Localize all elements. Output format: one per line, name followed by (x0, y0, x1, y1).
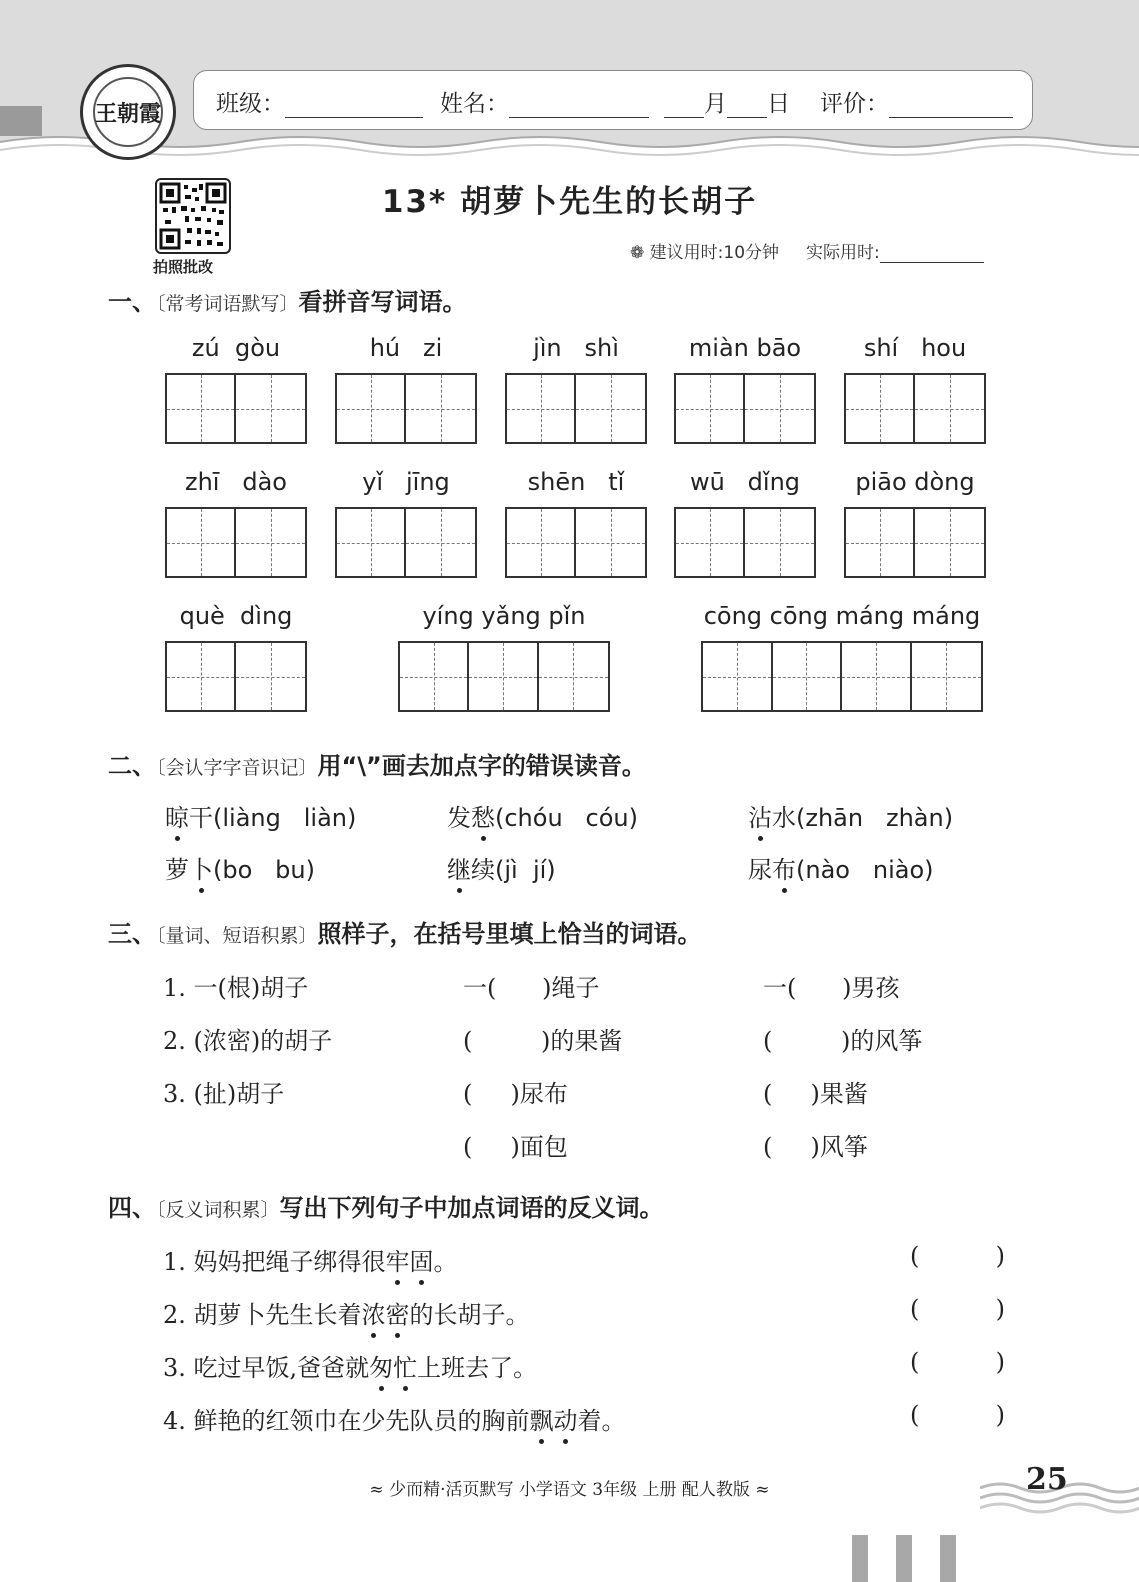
section2-number: 二、 (108, 752, 156, 780)
dotted-char: 动 (554, 1401, 578, 1436)
fill-in-item[interactable]: ( )果酱 (763, 1080, 868, 1108)
pinyin-options[interactable]: (zhān zhàn) (796, 804, 954, 832)
pronunciation-item (165, 798, 356, 833)
dotted-char: 匆 (369, 1348, 393, 1383)
writing-cell[interactable] (400, 643, 469, 710)
dotted-char: 固 (410, 1242, 434, 1277)
dotted-char: 卜 (189, 850, 213, 885)
class-label: 班级： (216, 91, 285, 117)
dotted-word (369, 1354, 417, 1382)
dotted-word (362, 1301, 410, 1329)
page-number: 25 (1026, 1462, 1068, 1497)
pronunciation-item (447, 850, 556, 885)
section1-number: 一、 (108, 288, 156, 316)
suggested-time: 建议用时:10分钟 (649, 243, 780, 263)
pinyin-label: zhī dào (185, 468, 287, 496)
section4-instruction: 写出下列句子中加点词语的反义词。 (279, 1194, 664, 1222)
sentence-text: 。 (433, 1248, 458, 1276)
section3-tag: 〔量词、短语积累〕 (156, 925, 318, 947)
dotted-char: 密 (386, 1295, 410, 1330)
writing-grid[interactable] (505, 373, 647, 444)
writing-grid[interactable] (398, 641, 610, 712)
writing-cell[interactable] (167, 643, 236, 710)
fill-in-item: 1. 一(根)胡子 (163, 974, 309, 1002)
sentence-text: 2. 胡萝卜先生长着 (163, 1301, 362, 1329)
section1-heading (108, 282, 467, 317)
writing-cell[interactable] (576, 509, 645, 576)
pronunciation-item (165, 850, 315, 885)
writing-cell[interactable] (846, 375, 915, 442)
writing-cell[interactable] (842, 643, 912, 710)
pinyin-options[interactable]: (chóu cóu) (495, 804, 639, 832)
pronunciation-item (748, 798, 953, 833)
antonym-sentence (163, 1242, 458, 1277)
month-label: 月 (704, 91, 727, 117)
item-char: 续 (471, 856, 495, 884)
dotted-char: 布 (772, 850, 796, 885)
writing-cell[interactable] (773, 643, 843, 710)
section1-instruction: 看拼音写词语。 (298, 288, 467, 316)
writing-cell[interactable] (507, 509, 576, 576)
fill-in-item[interactable]: ( )面包 (463, 1133, 568, 1161)
name-label: 姓名： (440, 91, 509, 117)
sentence-text: 着。 (577, 1407, 626, 1435)
section3-number: 三、 (108, 920, 156, 948)
writing-cell[interactable] (507, 375, 576, 442)
actual-time-blank[interactable] (880, 244, 984, 263)
dotted-char: 浓 (362, 1295, 386, 1330)
writing-grid[interactable] (165, 641, 307, 712)
sentence-text: 4. 鲜艳的红领巾在少先队员的胸前 (163, 1407, 530, 1435)
fill-in-item[interactable]: 一( )男孩 (763, 974, 900, 1002)
fill-in-item: 2. (浓密)的胡子 (163, 1027, 333, 1055)
writing-cell[interactable] (915, 509, 984, 576)
dotted-char: 继 (447, 850, 471, 885)
writing-cell[interactable] (676, 375, 745, 442)
header-wave-decoration (0, 128, 1139, 168)
item-char: 尿 (748, 856, 772, 884)
dotted-char: 飘 (530, 1401, 554, 1436)
pinyin-label: wū dǐng (689, 468, 801, 496)
pinyin-options[interactable]: (jì jí) (495, 856, 556, 884)
writing-cell[interactable] (745, 375, 814, 442)
section4-heading (108, 1188, 664, 1223)
section3-heading (108, 914, 702, 949)
name-field[interactable] (440, 85, 649, 118)
writing-grid[interactable] (335, 373, 477, 444)
writing-cell[interactable] (846, 509, 915, 576)
writing-grid[interactable] (335, 507, 477, 578)
writing-cell[interactable] (915, 375, 984, 442)
qr-label: 拍照批改 (153, 258, 214, 276)
dotted-char: 晾 (165, 798, 189, 833)
antonym-sentence (163, 1348, 537, 1383)
pinyin-options[interactable]: (liàng liàn) (213, 804, 357, 832)
answer-bracket[interactable]: ( ) (910, 1401, 1006, 1429)
writing-cell[interactable] (236, 509, 305, 576)
pinyin-options[interactable]: (bo bu) (213, 856, 315, 884)
dotted-word (386, 1248, 434, 1276)
section2-tag: 〔会认字字音识记〕 (156, 757, 318, 779)
dotted-char: 牢 (386, 1242, 410, 1277)
page-title: 13* 胡萝卜先生的长胡子 (381, 184, 758, 220)
writing-cell[interactable] (676, 509, 745, 576)
writing-cell[interactable] (236, 643, 305, 710)
writing-cell[interactable] (337, 375, 406, 442)
sentence-text: 上班去了。 (417, 1354, 538, 1382)
dotted-char: 沾 (748, 798, 772, 833)
clock-icon: ❁ (630, 243, 645, 263)
writing-cell[interactable] (337, 509, 406, 576)
day-label: 日 (767, 91, 790, 117)
section2-instruction: 用“\”画去加点字的错误读音。 (317, 752, 646, 780)
pinyin-options[interactable]: (nào niào) (796, 856, 934, 884)
item-char: 水 (772, 804, 796, 832)
writing-cell[interactable] (912, 643, 981, 710)
answer-bracket[interactable]: ( ) (910, 1348, 1006, 1376)
edge-bar (852, 1535, 868, 1582)
answer-bracket[interactable]: ( ) (910, 1295, 1006, 1323)
writing-cell[interactable] (539, 643, 608, 710)
pinyin-label: shí hou (863, 334, 967, 362)
section1-tag: 〔常考词语默写〕 (156, 293, 299, 315)
fill-in-item[interactable]: 一( )绳子 (463, 974, 600, 1002)
pinyin-label: shēn tǐ (527, 468, 625, 496)
item-char: 干 (189, 804, 213, 832)
antonym-sentence (163, 1295, 530, 1330)
writing-cell[interactable] (236, 375, 305, 442)
dotted-char: 愁 (471, 798, 495, 833)
writing-cell[interactable] (745, 509, 814, 576)
actual-time-label: 实际用时: (806, 243, 880, 263)
eval-label: 评价： (820, 91, 889, 117)
fill-in-item[interactable]: ( )风筝 (763, 1133, 868, 1161)
section4-number: 四、 (108, 1194, 156, 1222)
pinyin-label: yíng yǎng pǐn (422, 602, 586, 630)
item-char: 发 (447, 804, 471, 832)
writing-cell[interactable] (167, 375, 236, 442)
pinyin-label: què dìng (179, 602, 293, 630)
footer-text: ≈ 少而精·活页默写 小学语文 3年级 上册 配人教版 ≈ (369, 1480, 770, 1500)
sentence-text: 的长胡子。 (409, 1301, 530, 1329)
writing-cell[interactable] (469, 643, 538, 710)
logo-text: 王朝霞 (95, 100, 162, 127)
pinyin-label: piāo dòng (855, 468, 975, 496)
pinyin-label: jìn shì (533, 334, 619, 362)
writing-grid[interactable] (674, 507, 816, 578)
pinyin-label: hú zi (369, 334, 443, 362)
writing-grid[interactable] (165, 507, 307, 578)
writing-grid[interactable] (844, 373, 986, 444)
fill-in-item[interactable]: ( )尿布 (463, 1080, 568, 1108)
sentence-text: 3. 吃过早饭,爸爸就 (163, 1354, 370, 1382)
writing-grid[interactable] (844, 507, 986, 578)
dotted-char: 忙 (393, 1348, 417, 1383)
edge-bar (940, 1535, 956, 1582)
section3-instruction: 照样子，在括号里填上恰当的词语。 (317, 920, 702, 948)
student-info-box (193, 70, 1033, 130)
pinyin-label: cōng cōng máng máng (703, 602, 981, 630)
section4-tag: 〔反义词积累〕 (156, 1199, 280, 1221)
writing-cell[interactable] (406, 375, 475, 442)
date-field[interactable] (664, 85, 790, 118)
writing-cell[interactable] (703, 643, 773, 710)
fill-in-item: 3. (扯)胡子 (163, 1080, 285, 1108)
writing-cell[interactable] (576, 375, 645, 442)
publisher-logo (80, 64, 176, 160)
answer-bracket[interactable]: ( ) (910, 1242, 1006, 1270)
antonym-sentence (163, 1401, 626, 1436)
writing-grid[interactable] (701, 641, 983, 712)
section2-heading (108, 746, 646, 781)
writing-cell[interactable] (406, 509, 475, 576)
writing-grid[interactable] (674, 373, 816, 444)
page-tab-marker (0, 106, 42, 136)
writing-cell[interactable] (167, 509, 236, 576)
class-field[interactable] (216, 85, 423, 118)
item-char: 萝 (165, 856, 189, 884)
sentence-text: 1. 妈妈把绳子绑得很 (163, 1248, 386, 1276)
pinyin-label: zú gòu (191, 334, 281, 362)
evaluation-field[interactable] (820, 85, 1013, 118)
pinyin-label: yǐ jīng (362, 468, 450, 496)
pronunciation-item (748, 850, 933, 885)
writing-grid[interactable] (505, 507, 647, 578)
edge-bar (896, 1535, 912, 1582)
pronunciation-item (447, 798, 638, 833)
pinyin-label: miàn bāo (688, 334, 802, 362)
fill-in-item[interactable]: ( )的果酱 (463, 1027, 623, 1055)
dotted-word (530, 1407, 578, 1435)
writing-grid[interactable] (165, 373, 307, 444)
fill-in-item[interactable]: ( )的风筝 (763, 1027, 923, 1055)
time-info (630, 238, 984, 263)
